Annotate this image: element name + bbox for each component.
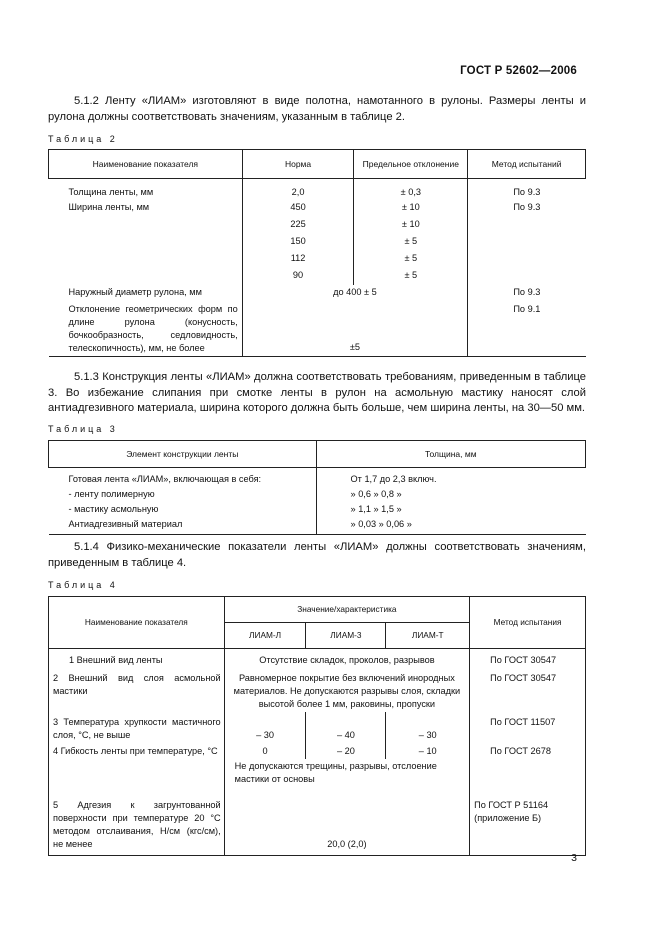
table-row: 4 Гибкость ленты при температуре, °С 0 – 20 – 10 По ГОСТ 2678 [49, 743, 586, 759]
paragraph-5-1-4: 5.1.4 Физико-механические показатели ленты «ЛИАМ» должны соответствовать значениям, приведенным в таблице 4. [48, 541, 586, 569]
table-4-subheader-cell: ЛИАМ-Т [386, 623, 470, 649]
table-3-header-row [49, 441, 586, 468]
table-row: 3 Температура хрупкости мастичного слоя, °С, не выше – 30 – 40 – 30 По ГОСТ 11507 [49, 712, 586, 743]
table-4-header-cell: Наименование показателя [49, 597, 225, 649]
table-4-caption: Таблица 4 [48, 580, 118, 590]
table-4 [48, 596, 586, 856]
table-row: Не допускаются трещины, разрывы, отслоение мастики от основы [49, 759, 586, 787]
table-3 [48, 440, 586, 535]
table-row: Отклонение геометрических форм по длине рулона (конусность, бочкообразность, седловидность, телескопичность), мм, не более ±5 По 9.1 [49, 302, 586, 357]
table-row: Антиадгезивный материал » 0,03 » 0,06 » [49, 517, 586, 535]
table-2-caption: Таблица 2 [48, 134, 118, 144]
table-3-caption: Таблица 3 [48, 424, 118, 434]
table-row: 1 Внешний вид ленты Отсутствие складок, проколов, разрывов По ГОСТ 30547 [49, 649, 586, 669]
table-2 [48, 149, 586, 357]
standard-header: ГОСТ Р 52602—2006 [460, 65, 577, 77]
page-number: 3 [571, 852, 577, 864]
table-4-header-row [49, 597, 586, 623]
table-row: Наружный диаметр рулона, мм до 400 ± 5 По 9.3 [49, 285, 586, 302]
table-row: Толщина ленты, мм 2,0 ± 0,3 По 9.3 [49, 179, 586, 201]
table-row: - мастику асмольную » 1,1 » 1,5 » [49, 502, 586, 517]
table-row: 5 Адгезия к загрунтованной поверхности при температуре 20 °С методом отслаивания, Н/см (кгс/см), не менее 20,0 (2,0) По ГОСТ Р 51164 (приложение Б) [49, 787, 586, 856]
table-4-subheader-cell: ЛИАМ-3 [306, 623, 386, 649]
table-2-header-cell: Наименование показателя [49, 150, 243, 179]
table-row: 112 ± 5 [49, 251, 586, 268]
table-4-header-cell: Метод испытания [470, 597, 586, 649]
table-row: 225 ± 10 [49, 217, 586, 234]
table-row: 90 ± 5 [49, 268, 586, 285]
table-row: Готовая лента «ЛИАМ», включающая в себя: От 1,7 до 2,3 включ. [49, 468, 586, 488]
table-row: 150 ± 5 [49, 234, 586, 251]
table-3-header-cell: Толщина, мм [316, 441, 585, 468]
table-3-header-cell: Элемент конструкции ленты [49, 441, 317, 468]
table-row: 2 Внешний вид слоя асмольной мастики Равномерное покрытие без включений инородных материалов. Не допускаются разрывы слоя, складки высотой более 1 мм, раковины, пропуски По ГОСТ 30547 [49, 668, 586, 712]
paragraph-5-1-3: 5.1.3 Конструкция ленты «ЛИАМ» должна соответствовать требованиям, приведенным в таблице 3. Во избежание слипания при смотке ленты в рулон на асмольную мастику наносят слой антиадгезивного материала, ширина которого должна быть больше, чем ширина ленты, на 30—50 мм. [48, 371, 586, 414]
table-2-header-cell: Предельное отклонение [354, 150, 468, 179]
table-row: Ширина ленты, мм 450 ± 10 По 9.3 [49, 200, 586, 217]
table-row: - ленту полимерную » 0,6 » 0,8 » [49, 487, 586, 502]
paragraph-5-1-2: 5.1.2 Ленту «ЛИАМ» изготовляют в виде полотна, намотанного в рулоны. Размеры ленты и рулона должны соответствовать значениям, указанным в таблице 2. [48, 95, 586, 123]
table-2-header-row [49, 150, 586, 179]
table-4-header-cell: Значение/характеристика [224, 597, 469, 623]
table-2-header-cell: Норма [242, 150, 354, 179]
table-2-header-cell: Метод испытаний [468, 150, 586, 179]
table-4-subheader-cell: ЛИАМ-Л [224, 623, 306, 649]
